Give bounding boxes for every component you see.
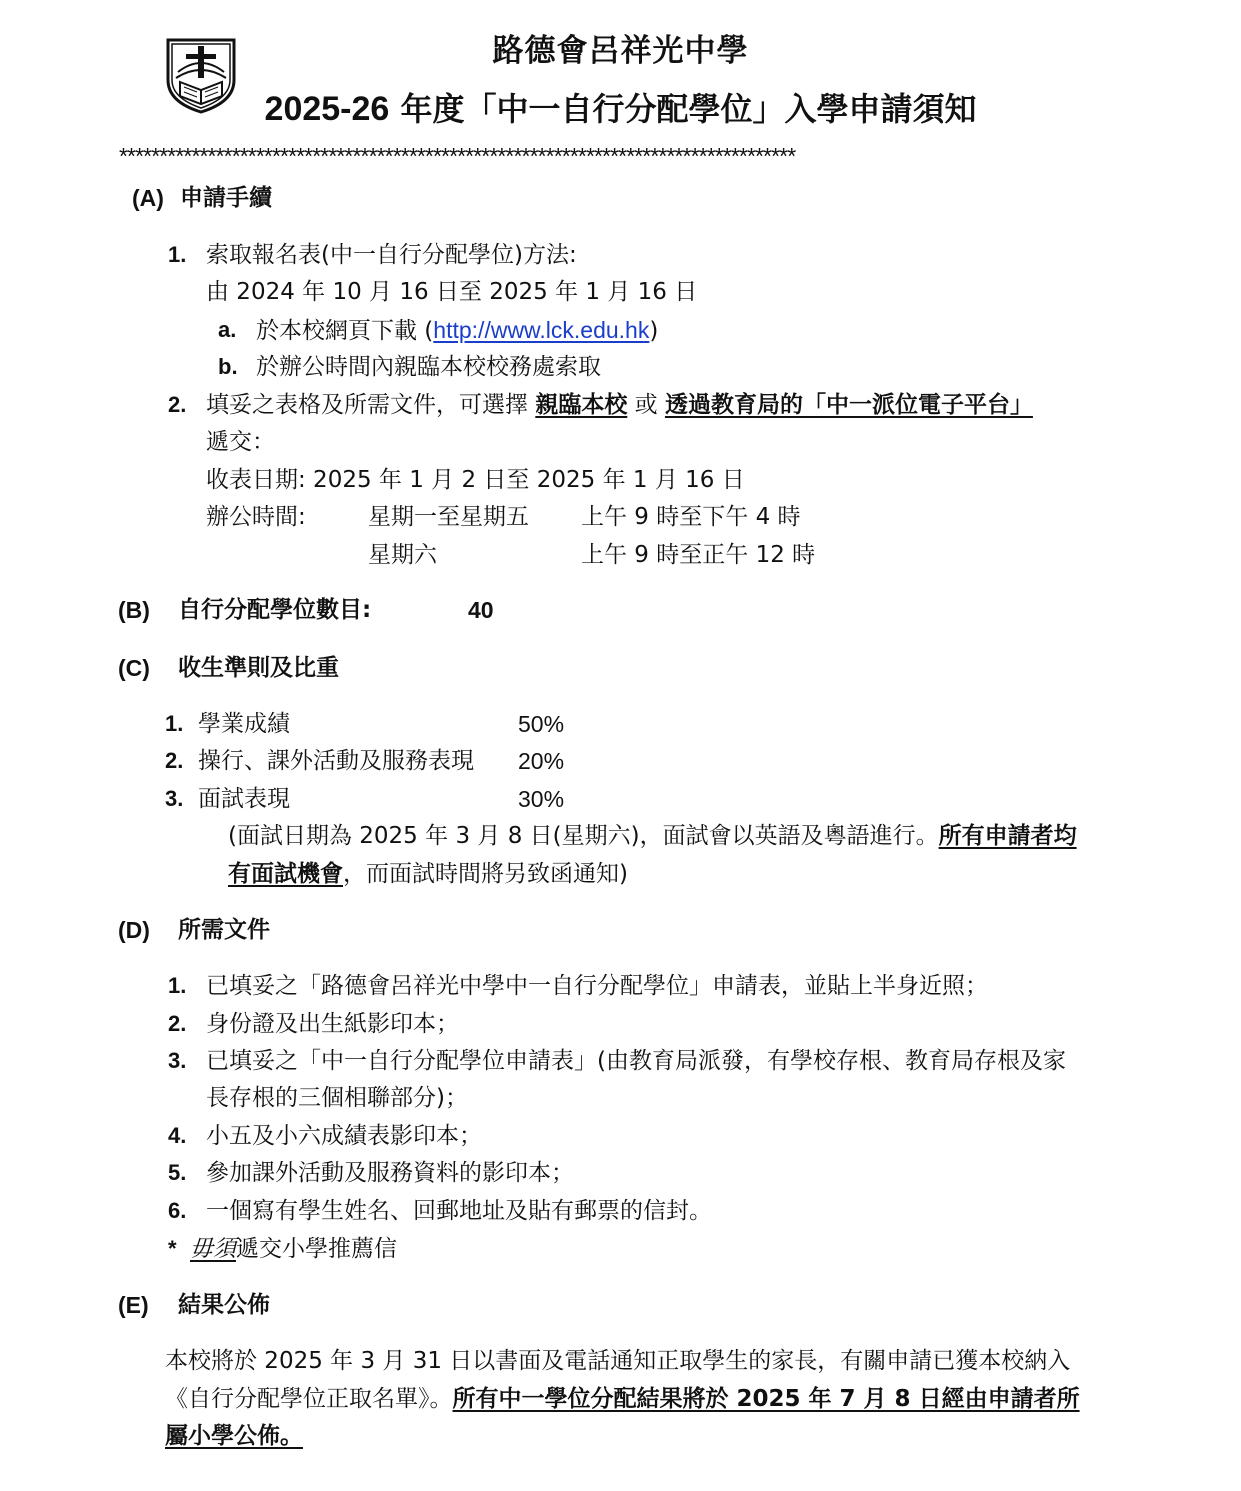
d-item4-number: 4.: [168, 1123, 187, 1148]
e-paragraph-line1: 本校將於 2025 年 3 月 31 日以書面及電話通知正取學生的家長，有關申請已獲本校納入: [165, 1348, 1071, 1374]
a-item1b-text: 於辦公時間內親臨本校校務處索取: [256, 354, 601, 380]
d-item6-text: 一個寫有學生姓名、回郵地址及貼有郵票的信封。: [206, 1198, 712, 1224]
c-item3-text: 面試表現: [198, 786, 290, 812]
weekday-label: 星期一至星期五: [368, 504, 529, 530]
c-item3-number: 3.: [165, 786, 184, 811]
e-paragraph-line2: [165, 1384, 1080, 1414]
interview-note-line1: [228, 821, 1077, 851]
c-item1-number: 1.: [165, 711, 184, 736]
a-item1b-label: b.: [218, 354, 238, 379]
a-item2-text-cont: 遞交：: [206, 429, 275, 455]
d-note-line: [190, 1234, 397, 1264]
weekday-hours: 上午 9 時至下午 4 時: [581, 504, 801, 530]
a-item1a-line: [256, 315, 658, 346]
a-item2-option-edb-platform: 透過教育局的「中一派位電子平台」: [664, 392, 1033, 418]
d-item4-text: 小五及小六成績表影印本；: [206, 1123, 482, 1149]
section-d-title: 所需文件: [178, 917, 270, 943]
e-paragraph-emphasis: 所有中一學位分配結果將於 2025 年 7 月 8 日經由申請者所: [452, 1386, 1080, 1412]
title-text: 年度「中一自行分配學位」入學申請須知: [389, 90, 977, 128]
interview-note-line2: [228, 859, 628, 889]
d-item3-text-cont: 長存根的三個相聯部分)；: [206, 1085, 468, 1111]
places-count: 40: [468, 597, 494, 623]
c-item1-weight: 50%: [518, 711, 565, 737]
a-item1-date-range: 由 2024 年 10 月 16 日至 2025 年 1 月 16 日: [206, 279, 698, 305]
section-c-title: 收生準則及比重: [178, 655, 339, 681]
a-item2-collection-dates: 收表日期: 2025 年 1 月 2 日至 2025 年 1 月 16 日: [206, 467, 745, 493]
section-a-label: (A): [132, 185, 164, 211]
school-name: 路德會呂祥光中學: [492, 33, 749, 69]
office-hours-label: 辦公時間:: [206, 504, 306, 530]
d-note-text: 遞交小學推薦信: [236, 1236, 397, 1262]
c-item1-text: 學業成績: [198, 711, 290, 737]
interview-note-emphasis: 所有申請者均: [938, 823, 1077, 849]
title-year: 2025-26: [264, 90, 390, 128]
section-b-label: (B): [118, 597, 150, 623]
d-note-emphasis: 毋須: [190, 1236, 236, 1262]
section-e-label: (E): [118, 1292, 149, 1318]
e-paragraph-line3: [165, 1421, 303, 1451]
d-note-star: *: [168, 1236, 177, 1261]
a-item2-text: 填妥之表格及所需文件，可選擇: [206, 392, 536, 418]
e-paragraph-emphasis-cont: 屬小學公佈。: [165, 1423, 303, 1449]
section-e-title: 結果公佈: [178, 1292, 270, 1318]
d-item6-number: 6.: [168, 1198, 187, 1223]
d-item3-number: 3.: [168, 1048, 187, 1073]
e-paragraph-text: 《自行分配學位正取名單》。: [165, 1386, 453, 1412]
separator-line: ************************************************************************************: [119, 143, 796, 169]
c-item2-text: 操行、課外活動及服務表現: [198, 748, 474, 774]
a-item1-number: 1.: [168, 242, 187, 267]
d-item1-number: 1.: [168, 973, 187, 998]
section-d-label: (D): [118, 917, 150, 943]
d-item2-number: 2.: [168, 1011, 187, 1036]
d-item5-text: 參加課外活動及服務資料的影印本；: [206, 1160, 574, 1186]
interview-note-text: (面試日期為 2025 年 3 月 8 日(星期六)，面試會以英語及粵語進行。: [228, 823, 939, 849]
school-website-link[interactable]: http://www.lck.edu.hk: [433, 317, 650, 343]
c-item2-weight: 20%: [518, 748, 565, 774]
saturday-hours: 上午 9 時至正午 12 時: [581, 542, 816, 568]
saturday-label: 星期六: [368, 542, 437, 568]
section-a-title: 申請手續: [180, 185, 272, 211]
d-item5-number: 5.: [168, 1160, 187, 1185]
interview-note-text-cont: ，而面試時間將另致函通知): [343, 861, 628, 887]
section-b-title: 自行分配學位數目:: [178, 597, 372, 623]
interview-note-emphasis-cont: 有面試機會: [228, 861, 343, 887]
a-item2-or: 或: [627, 392, 665, 418]
c-item3-weight: 30%: [518, 786, 565, 812]
d-item2-text: 身份證及出生紙影印本；: [206, 1011, 459, 1037]
d-item1-text: 已填妥之「路德會呂祥光中學中一自行分配學位」申請表，並貼上半身近照；: [206, 973, 988, 999]
a-item2-number: 2.: [168, 392, 187, 417]
a-item1a-text: 於本校網頁下載 (: [256, 318, 434, 344]
c-item2-number: 2.: [165, 748, 184, 773]
document-title: [0, 84, 1241, 130]
d-item3-text: 已填妥之「中一自行分配學位申請表」(由教育局派發，有學校存根、教育局存根及家: [206, 1048, 1066, 1074]
section-c-label: (C): [118, 655, 150, 681]
a-item1a-label: a.: [218, 317, 237, 342]
a-item2-line: [206, 390, 1033, 420]
a-item1-text: 索取報名表(中一自行分配學位)方法:: [206, 242, 577, 268]
a-item1a-close: ): [649, 318, 659, 344]
a-item2-option-in-person: 親臨本校: [535, 392, 628, 418]
